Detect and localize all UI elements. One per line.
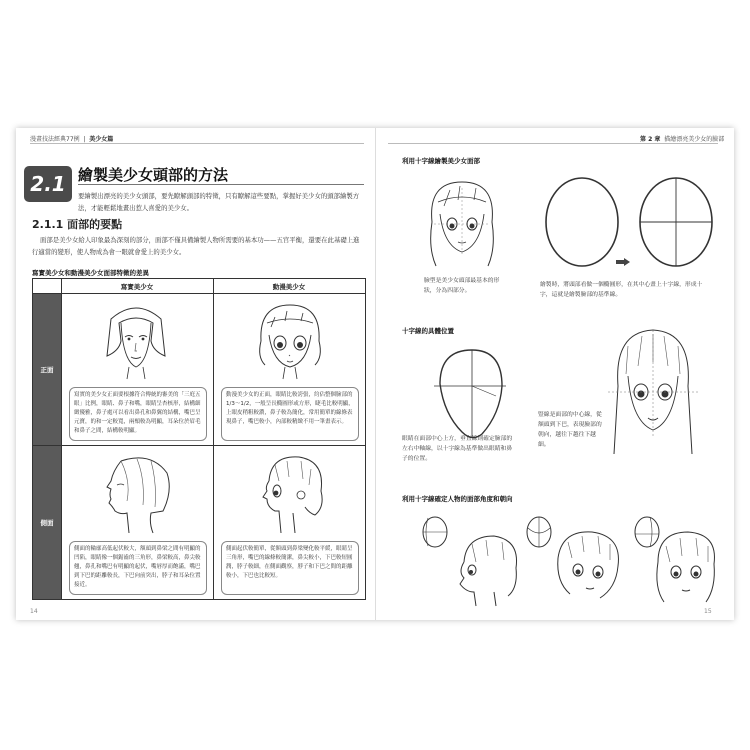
- table-rule: [61, 279, 62, 599]
- comparison-table: [32, 278, 366, 600]
- oval-head-shape: [542, 176, 622, 268]
- anime-girl-tilted-illustration: [548, 528, 628, 604]
- running-header-title: 描繪漂亮美少女的臉部: [664, 136, 725, 143]
- anime-front-face-illustration: [245, 301, 335, 381]
- note-face-parts: 臉型是美少女頭部最基本的形狀，分為四部分。: [424, 278, 500, 294]
- note-eye-position: 眼睛在面部中心上方，垂直線則確定臉部的左右中軸線，以十字線為基準做出眼睛和鼻子的位置。: [402, 436, 513, 462]
- note-realistic-side: 側面的輪廓高低起伏較大，額頭到鼻梁之間有明顯的凹陷，眼睛像一個鋸齒的三角形，鼻梁較高，鼻尖較翹，鼻孔和嘴巴有明顯的起伏，嘴唇厚而飽滿，嘴巴到下巴的距離較長，下巴向前突出，脖子和耳朵位置接近。: [69, 541, 207, 595]
- realistic-side-face-illustration: [91, 451, 181, 535]
- caption-cross-position: 十字線的具體位置: [402, 327, 454, 335]
- note-center-line: 豎線是面部的中心線，從額頭到下巴，表現臉部的朝向，越往下越往下越細。: [538, 412, 602, 448]
- running-header-chapter: 第 2 章: [640, 136, 661, 143]
- lead-paragraph: 要繪製出漂亮的美少女頭部，要先瞭解頭部的特徵，只有瞭解這些要點，掌握好美少女的頭部繪製方法，才能輕鬆地畫出惹人喜愛的美少女。: [78, 192, 360, 212]
- table-rule: [33, 293, 365, 294]
- note-cross-line-method: 繪製時，將頭部看做一個橢圓形，在其中心畫上十字線，形成十字，這就是繪製臉部的基準線。: [540, 282, 703, 298]
- left-running-header: 漫畫技法經典77例 | 美少女篇: [30, 136, 114, 143]
- anime-girl-three-quarter-illustration: [650, 528, 722, 606]
- section-title-rule: [78, 184, 364, 185]
- caption-angle-direction: 利用十字線確定人物的面部角度和朝向: [402, 495, 513, 503]
- table-rule: [213, 279, 214, 599]
- table-rule: [33, 445, 365, 446]
- section-title: 繪製美少女頭部的方法: [78, 166, 229, 184]
- running-header-book: 漫畫技法經典77例: [30, 136, 80, 143]
- row-label-side: 側面: [33, 446, 61, 599]
- header-rule-right: [388, 143, 718, 144]
- note-anime-side: 側面起伏較簡單，從額頭到鼻梁變化較平緩，眼睛呈三角形，嘴巴的線條較簡潔，鼻尖較小，下巴較短圓潤，脖子較細，在側面觀察，脖子和下巴之間的距離較小，下巴也比較短。: [221, 541, 359, 595]
- subsection-title: 2.1.1 面部的要點: [32, 218, 123, 231]
- section-number-badge: 2.1: [24, 166, 72, 202]
- anime-girl-front-illustration: [420, 178, 504, 270]
- page-gutter: [375, 128, 376, 620]
- anime-girl-cross-illustration: [608, 326, 698, 456]
- running-header-section: 美少女篇: [89, 136, 114, 143]
- realistic-front-face-illustration: [91, 301, 181, 381]
- col-header-realistic: 寫實美少女: [120, 282, 154, 291]
- row-label-front: 正面: [33, 294, 61, 445]
- caption-cross-lines: 利用十字線繪製美少女面部: [402, 157, 480, 165]
- col-header-anime: 動漫美少女: [272, 282, 306, 291]
- table-caption: 寫實美少女和動漫美少女面部特徵的差異: [32, 269, 149, 277]
- anime-side-face-illustration: [245, 451, 335, 535]
- page-number-left: 14: [30, 608, 38, 615]
- header-rule-left: [30, 143, 364, 144]
- body-paragraph: 面部是美少女給人印象最為深刻的部分，面部不僅具備繪製人物所需要的基本功——五官平衡，還要在此基礎上進行適當的變形，使人物成為會一眼就會愛上的美少女。: [32, 236, 360, 256]
- right-running-header: [640, 134, 724, 143]
- page-number-right: 15: [704, 608, 712, 615]
- oval-head-cross-lines: [636, 176, 716, 268]
- oval-with-cross-position: [430, 344, 510, 444]
- anime-girl-profile-illustration: [444, 532, 524, 606]
- note-realistic-front: 寫實的美少女正面要根據符合傳統的審美的「三庭五眼」比例，眼睛、鼻子和嘴，眼睛呈杏核形，結構細緻優雅，鼻子處可以看出鼻孔和鼻翼的結構，嘴巴呈元寶，的和一定較寬，兩頰較為明顯，耳朵位於眉毛和鼻子之間，結構較明顯。: [69, 387, 207, 441]
- note-anime-front: 動漫美少女的正面，眼睛比較誇張，約佔整個臉部的1/3～1/2，一般呈長橢圓形或方形，睫毛比較明顯，上眼皮稍粗較濃，鼻子較為簡化，常用簡單的線條表現鼻子，嘴巴較小，內部較精緻不用一筆畫表示。: [221, 387, 359, 441]
- arrow-right-icon: [616, 258, 630, 266]
